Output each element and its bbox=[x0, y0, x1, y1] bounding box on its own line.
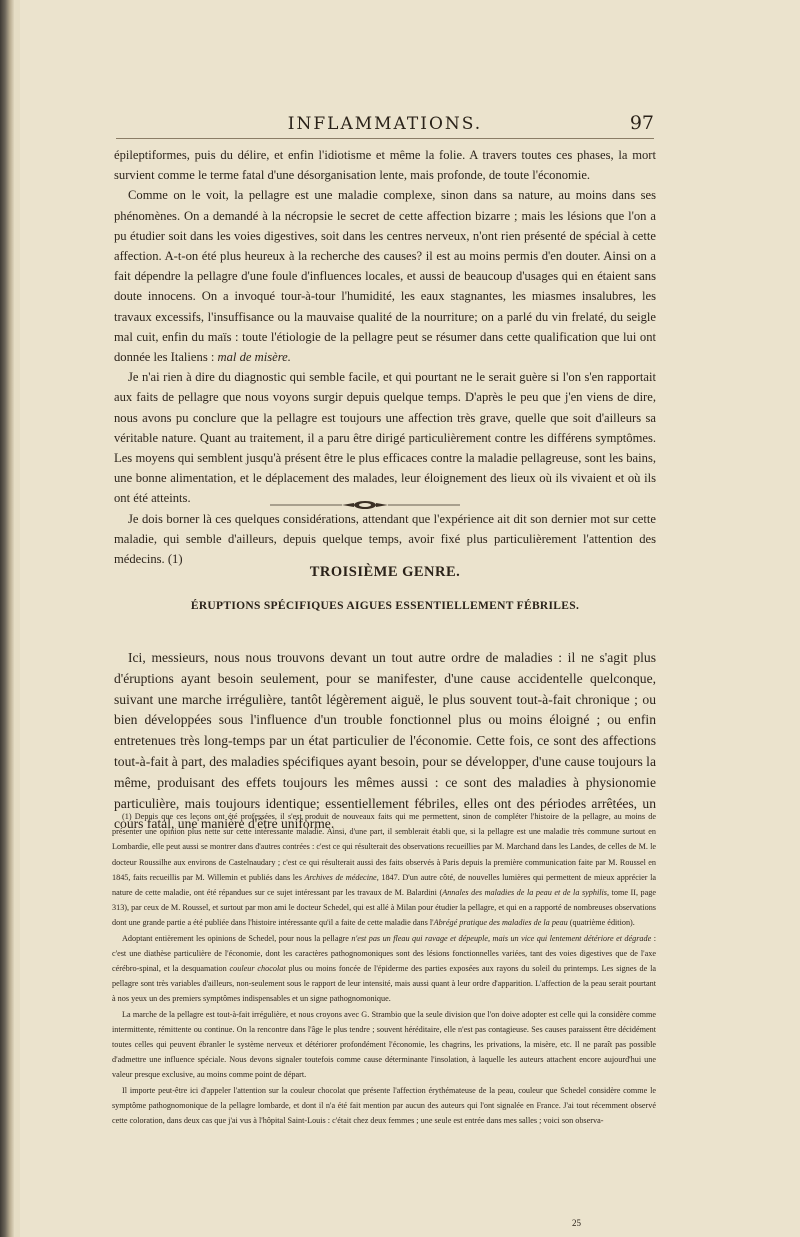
footnote-italic: Archives de médecine, bbox=[304, 872, 379, 882]
page-number: 97 bbox=[629, 112, 654, 134]
page-header bbox=[116, 114, 654, 139]
footnote-paragraph-1 bbox=[112, 809, 656, 931]
signature-mark: 25 bbox=[572, 1218, 581, 1228]
footnote-italic: n'est pas un fleau qui ravage et dépeuple, mais un vice qui lentement détériore et dégrade bbox=[351, 933, 652, 943]
paragraph-2 bbox=[114, 185, 656, 367]
footnote-block bbox=[112, 809, 656, 1128]
footnote-italic: Annales des maladies de la peau et de la syphilis, bbox=[442, 888, 610, 898]
footnote-text: : c'est une diathèse particulière de l'économie, dont les caractères pathognomoniques sont des lésions fonctionnelles variées, tant des voies digestives que de l'axe cérébro-spinal, et la desquamation bbox=[112, 933, 656, 974]
section-text-block bbox=[114, 648, 656, 835]
paragraph-2-text: Comme on le voit, la pellagre est une maladie complexe, sinon dans sa nature, au moins dans ses phénomènes. On a demandé à la nécropsie le secret de cette affection bizarre ; mais les lésions que l'on a pu étudier soit dans les voies digestives, soit dans les centres nerveux, n'ont rien présenté de spécial à cette affection. A-t-on été plus heureux à la recherche des causes? il est au moins permis d'en douter. Ainsi on a fait dépendre la pellagre d'une foule d'influences locales, et aussi de beaucoup d'usages qui en étaient sans doute innocens. On a invoqué tour-à-tour l'humidité, les eaux stagnantes, les miasmes insalubres, les travaux excessifs, l'insuffisance ou la mauvaise qualité de la nourriture; on a parlé du vin frelaté, du seigle mal cuit, enfin du maïs : toute l'étiologie de la pellagre peut se résumer dans cette qualification que lui ont donnée les Italiens : bbox=[114, 188, 656, 365]
footnote-text: Adoptant entièrement les opinions de Schedel, pour nous la pellagre bbox=[122, 933, 352, 943]
section-paragraph: Ici, messieurs, nous nous trouvons devant un tout autre ordre de maladies : il ne s'agit plus d'éruptions ayant besoin seulement, pour se manifester, d'une cause accidentelle quelconque, suivant une marche irrégulière, tantôt légèrement aiguë, le plus souvent tout-à-fait chronique ; ou bien développées sous l'influence d'un trouble fonctionnel plus ou moins éloigné ; ou enfin entretenues très long-temps par un état particulier de l'économie. Cette fois, ce sont des affections tout-à-fait à part, des maladies spécifiques ayant besoin, pour se développer, d'une cause toujours la même, produisant des effets toujours les mêmes aussi : ce sont des maladies à physionomie particulière, mais toujours identique; essentiellement fébriles, elles ont des périodes arrêtées, un cours fatal, une manière d'être uniforme. bbox=[114, 650, 656, 832]
footnote-italic: Abrégé pratique des maladies de la peau bbox=[433, 918, 568, 928]
italic-phrase: mal de misère. bbox=[217, 350, 291, 365]
footnote-text: tome II, page 313), par ceux de M. Roussel, et surtout par mon ami le docteur Schedel, qui est allé à Milan pour étudier la pellagre, et qui en a rapporté de nombreuses observations dont une grande partie a été publiée dans l'histoire intéressante qu'il a faite de cette maladie dans l' bbox=[112, 888, 657, 928]
paragraph-1: épileptiformes, puis du délire, et enfin l'idiotisme et même la folie. A travers toutes ces phases, la mort survient comme le terme fatal d'une désorganisation lente, mais profonde, de toute l'économie. bbox=[114, 148, 656, 183]
genre-heading: TROISIÈME GENRE. bbox=[309, 564, 461, 580]
paragraph-4: Je dois borner là ces quelques considérations, attendant que l'expérience ait dit son dernier mot sur cette maladie, qui semble d'ailleurs, depuis quelque temps, avoir fixé plus particulièrement l'attention des médecins. (1) bbox=[114, 511, 656, 567]
footnote-italic: couleur chocolat bbox=[229, 964, 286, 974]
footnote-text: (1) Depuis que ces leçons ont été professées, il s'est produit de nouveaux faits qui me permettent, sinon de compléter l'histoire de la pellagre, au moins de présenter une opinion plus nette sur cette intéressante maladie. Ainsi, d'une part, il semblerait établi que, si la pellagre est une maladie très commune surtout en Lombardie, elle peut aussi se montrer dans d'autres contrées : c'est ce qui résulterait des observations recueillies par M. Marchand dans les Landes, de celles de M. le docteur Roussilhe aux environs de Castelnaudary ; c'est ce qui résulterait aussi des faits observés à Paris depuis la première communication faite par M. Roussel en 1845, faits recueillis par M. Willemin et publiés dans les bbox=[112, 812, 656, 882]
book-binding-edge bbox=[0, 0, 14, 1237]
footnote-text: (quatrième édition). bbox=[567, 918, 635, 928]
footnote-text: plus ou moins foncée de l'épiderme des parties exposées aux rayons du soleil du printemps. Les signes de la pellagre sont très variables d'ailleurs, non-seulement sous le rapport de leur intensité, mais aussi quant à leur ordre d'apparition. L'affection de la peau serait pourtant à nos yeux un des premiers symptômes indispensables et un signe pathognomonique. bbox=[112, 964, 656, 1004]
footnote-text: 1847. D'un autre côté, de nouvelles lumières qui permettent de mieux apprécier la nature de cette maladie, ont été répandues sur ce sujet intéressant par les travaux de M. Balardini ( bbox=[112, 872, 657, 898]
section-subtitle: ÉRUPTIONS SPÉCIFIQUES AIGUES ESSENTIELLEMENT FÉBRILES. bbox=[190, 600, 580, 612]
paragraph-3: Je n'ai rien à dire du diagnostic qui semble facile, et qui pourtant ne le serait guère si l'on s'en rapportait aux faits de pellagre que nous voyons surgir depuis quelque temps. D'après le peu que j'en viens de dire, nous avons pu conclure que la pellagre est toujours une affection très grave, quelle que soit d'ailleurs sa véritable nature. Quant au traitement, il a paru être dirigé particulièrement contre les différens symptômes. Les moyens qui semblent jusqu'à présent être le plus efficaces contre la maladie pellagreuse, sont les bains, une bonne alimentation, et le déplacement des malades, leur éloignement des lieux où ils vivaient et où ils ont été atteints. bbox=[114, 370, 656, 506]
footnote-paragraph-3: La marche de la pellagre est tout-à-fait irrégulière, et nous croyons avec G. Strambio que la seule division que l'on doive adopter est celle qui la considère comme intermittente, rémittente ou continue. On la rencontre dans l'âge le plus tendre ; souvent héréditaire, elle n'est pas contagieuse. Ses causes paraissent être décidément toutes celles qui peuvent ébranler le système nerveux et détériorer profondément l'économie, les chagrins, les privations, la misère, etc. Il ne paraît pas possible d'admettre une influence spéciale. Nous devons signaler toutefois comme cause déterminante l'insolation, à laquelle les auteurs attachent encore aujourd'hui une valeur presque exclusive, au moins comme point de départ. bbox=[112, 1009, 656, 1080]
footnote-paragraph-2 bbox=[112, 931, 656, 1007]
running-title: INFLAMMATIONS. bbox=[287, 114, 483, 134]
ornament-rule bbox=[270, 498, 460, 512]
footnote-paragraph-4: Il importe peut-être ici d'appeler l'attention sur la couleur chocolat que présente l'affection érythémateuse de la peau, couleur que Schedel considère comme le symptôme pathognomonique de la pellagre lombarde, et dont il n'a été fait mention par aucun des auteurs qui l'ont signalée en France. J'ai tout récemment observé cette coloration, dans deux cas que j'ai vus à l'hôpital Saint-Louis : c'était chez deux femmes ; une seule est entrée dans mes salles ; voici son observa- bbox=[112, 1085, 656, 1126]
